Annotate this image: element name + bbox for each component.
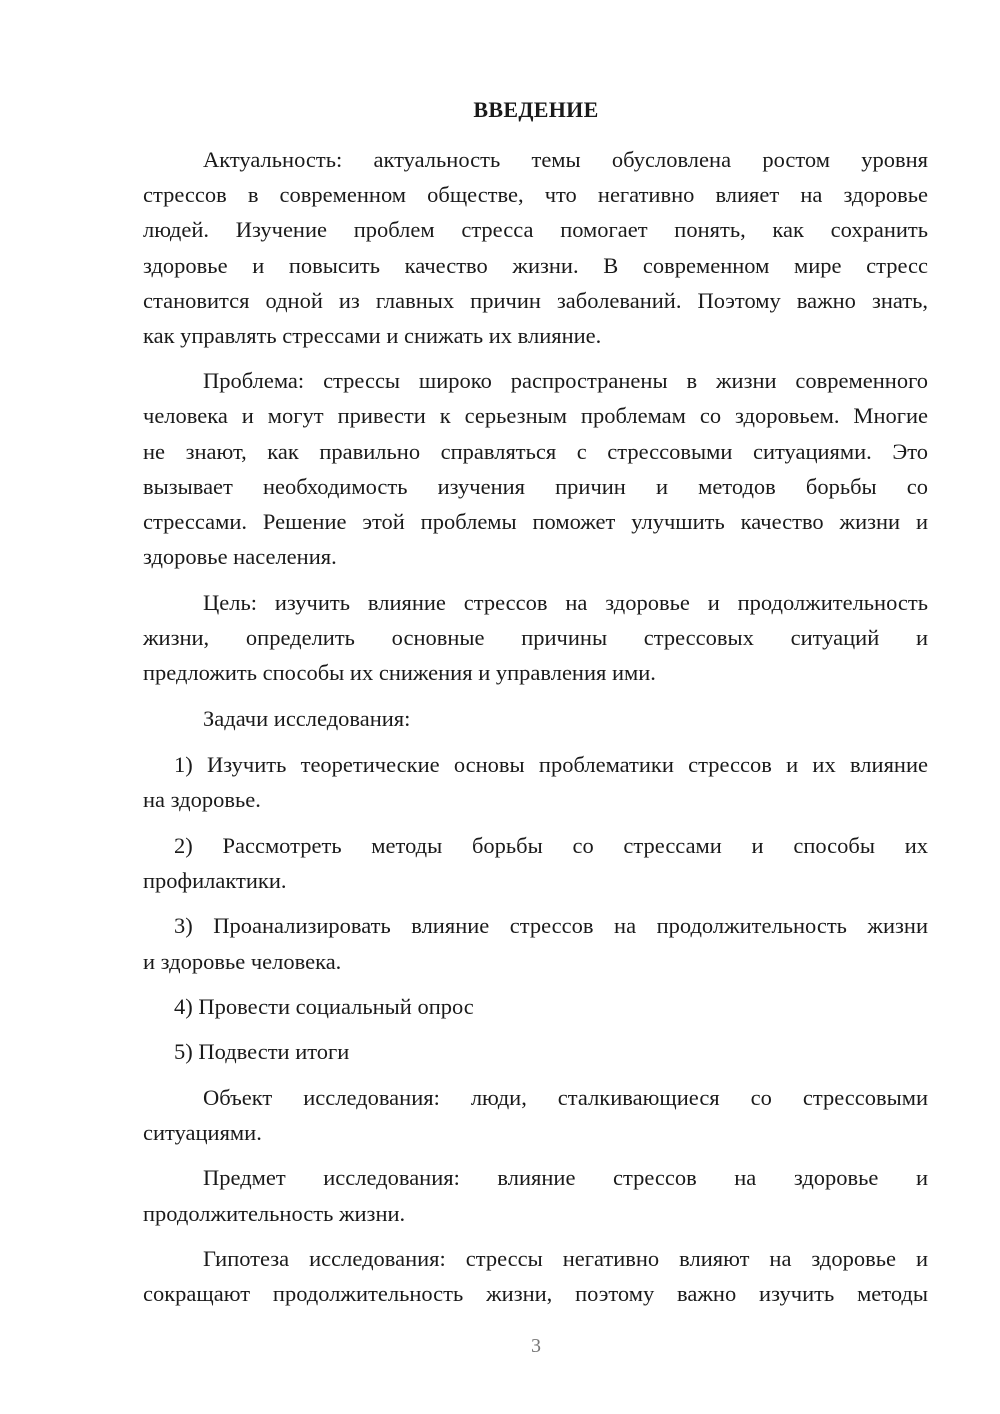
paragraph-line: человека и могут привести к серьезным проблемам со здоровьем. Многие bbox=[143, 403, 928, 428]
list-item: 3) Проанализировать влияние стрессов на продолжительность жизни bbox=[174, 913, 928, 938]
paragraph-line: как управлять стрессами и снижать их влияние. bbox=[143, 323, 602, 348]
list-item: 4) Провести социальный опрос bbox=[174, 994, 474, 1019]
list-item-continuation: и здоровье человека. bbox=[143, 949, 342, 974]
paragraph-line: Объект исследования: люди, сталкивающиеся со стрессовыми bbox=[203, 1085, 928, 1110]
paragraph-line: стрессами. Решение этой проблемы поможет улучшить качество жизни и bbox=[143, 509, 928, 534]
paragraph-line: Гипотеза исследования: стрессы негативно влияют на здоровье и bbox=[203, 1246, 928, 1271]
paragraph-line: Цель: изучить влияние стрессов на здоровье и продолжительность bbox=[203, 590, 928, 615]
paragraph-line: не знают, как правильно справляться с стрессовыми ситуациями. Это bbox=[143, 439, 928, 464]
paragraph-line: сокращают продолжительность жизни, поэтому важно изучить методы bbox=[143, 1281, 928, 1306]
list-item: 1) Изучить теоретические основы проблематики стрессов и их влияние bbox=[174, 752, 928, 777]
paragraph-line: здоровье и повысить качество жизни. В современном мире стресс bbox=[143, 253, 928, 278]
paragraph-line: вызывает необходимость изучения причин и методов борьбы со bbox=[143, 474, 928, 499]
paragraph-line: ситуациями. bbox=[143, 1120, 262, 1145]
paragraph-line: предложить способы их снижения и управления ими. bbox=[143, 660, 656, 685]
paragraph-line: людей. Изучение проблем стресса помогает понять, как сохранить bbox=[143, 217, 928, 242]
list-item-continuation: на здоровье. bbox=[143, 787, 261, 812]
paragraph-line: стрессов в современном обществе, что негативно влияет на здоровье bbox=[143, 182, 928, 207]
list-item: 5) Подвести итоги bbox=[174, 1039, 350, 1064]
paragraph-line: Проблема: стрессы широко распространены в жизни современного bbox=[203, 368, 928, 393]
section-heading: ВВЕДЕНИЕ bbox=[473, 97, 599, 122]
paragraph-line: Предмет исследования: влияние стрессов на здоровье и bbox=[203, 1165, 928, 1190]
page-number: 3 bbox=[531, 1335, 541, 1357]
paragraph-line: становится одной из главных причин заболеваний. Поэтому важно знать, bbox=[143, 288, 928, 313]
paragraph-line: жизни, определить основные причины стрессовых ситуаций и bbox=[143, 625, 928, 650]
list-item: 2) Рассмотреть методы борьбы со стрессами и способы их bbox=[174, 833, 928, 858]
paragraph-line: здоровье населения. bbox=[143, 544, 337, 569]
tasks-heading: Задачи исследования: bbox=[203, 706, 411, 731]
paragraph-line: Актуальность: актуальность темы обусловлена ростом уровня bbox=[203, 147, 928, 172]
paragraph-line: продолжительность жизни. bbox=[143, 1201, 406, 1226]
list-item-continuation: профилактики. bbox=[143, 868, 287, 893]
